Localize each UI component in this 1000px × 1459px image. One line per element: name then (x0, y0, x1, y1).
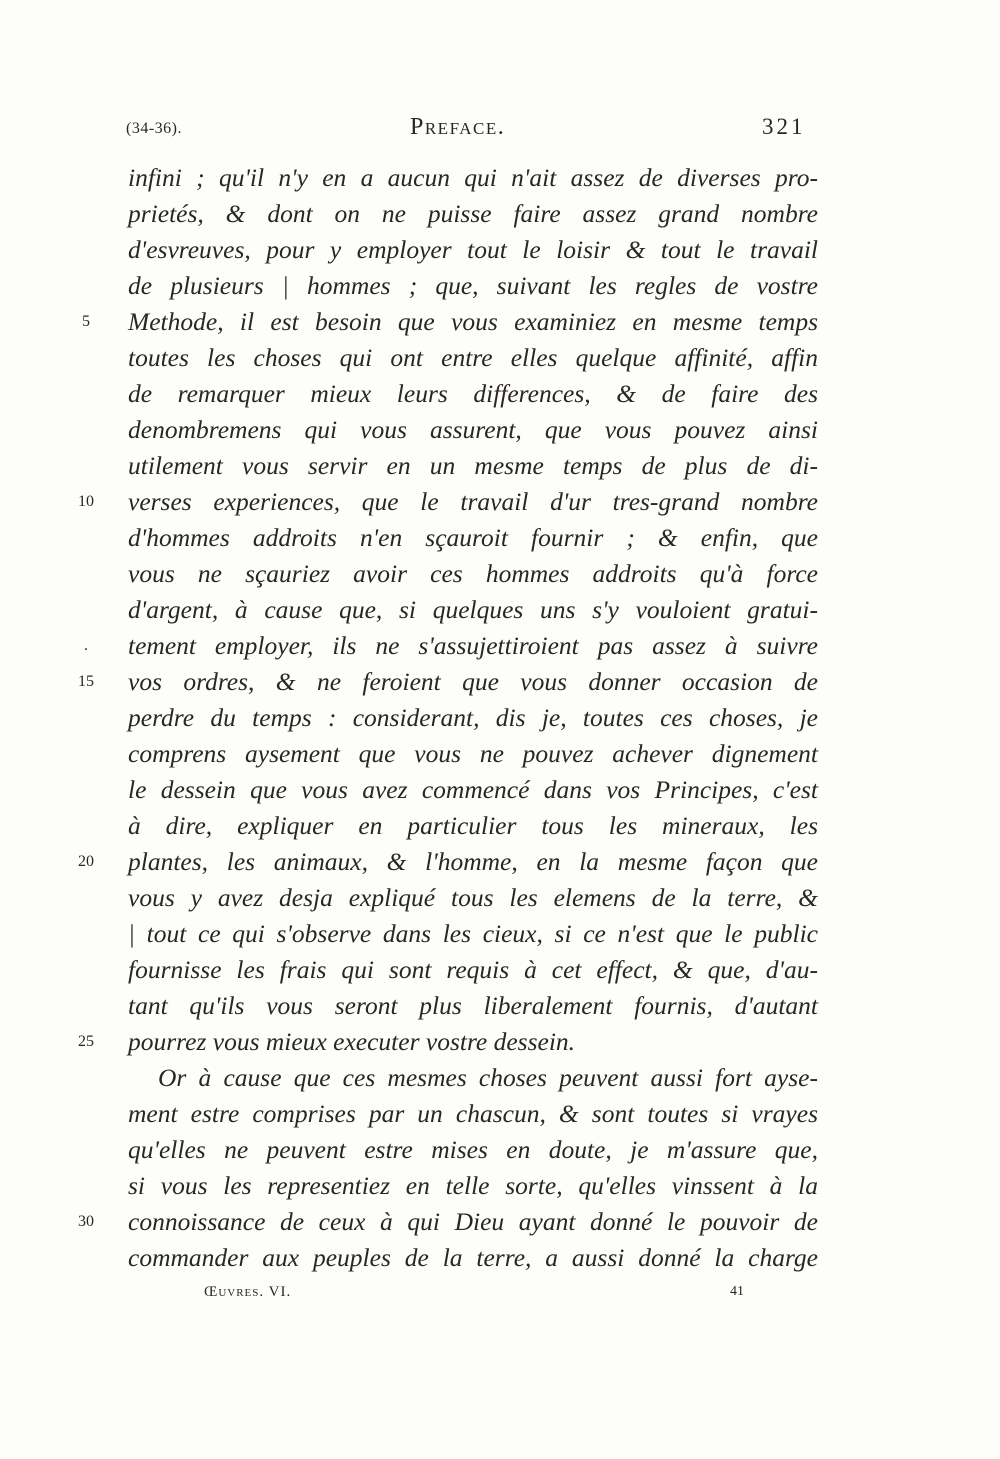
text-line (128, 916, 818, 952)
line-text: infini ; qu'il n'y en a aucun qui n'ait assez de diverses pro- (128, 163, 818, 192)
line-text: verses experiences, que le travail d'ur tres-grand nombre (128, 487, 818, 516)
line-text: d'hommes addroits n'en sçauroit fournir ; & enfin, que (128, 523, 818, 552)
text-line (128, 1132, 818, 1168)
page-header (0, 112, 1000, 148)
text-line (84, 628, 818, 664)
text-line (82, 304, 818, 340)
line-text: tant qu'ils vous seront plus liberalement fournis, d'autant (128, 991, 818, 1020)
line-text: comprens aysement que vous ne pouvez achever dignement (128, 739, 818, 768)
running-title: Preface. (410, 114, 506, 140)
line-number: . (84, 637, 88, 654)
body-text (78, 160, 818, 1276)
line-text: si vous les representiez en telle sorte, qu'elles vinssent à la (128, 1171, 818, 1200)
text-line (128, 376, 818, 412)
text-line (128, 196, 818, 232)
text-line (128, 808, 818, 844)
line-text: pourrez vous mieux executer vostre dessein. (128, 1027, 576, 1056)
text-line (128, 736, 818, 772)
text-line (128, 520, 818, 556)
quire-number: 41 (730, 1284, 744, 1299)
line-text: prietés, & dont on ne puisse faire assez grand nombre (128, 199, 818, 228)
text-line (128, 1060, 818, 1096)
page-footer (0, 1284, 1000, 1314)
line-text: fournisse les frais qui sont requis à cet effect, & que, d'au- (128, 955, 818, 984)
text-line (128, 1168, 818, 1204)
text-line (128, 1240, 818, 1276)
line-text: à dire, expliquer en particulier tous les mineraux, les (128, 811, 818, 840)
text-line (78, 1024, 818, 1060)
line-text: vous y avez desja expliqué tous les elemens de la terre, & (128, 883, 818, 912)
page-number: 321 (762, 114, 806, 139)
line-text: d'argent, à cause que, si quelques uns s'y vouloient gratui- (128, 595, 818, 624)
line-text: Or à cause que ces mesmes choses peuvent aussi fort ayse- (158, 1063, 818, 1092)
line-number: 30 (78, 1213, 94, 1230)
text-line (128, 988, 818, 1024)
volume-signature: Œuvres. VI. (204, 1284, 292, 1300)
line-text: commander aux peuples de la terre, a aussi donné la charge (128, 1243, 818, 1272)
line-text: le dessein que vous avez commencé dans vos Principes, c'est (128, 775, 818, 804)
line-text: tement employer, ils ne s'assujettiroient pas assez à suivre (128, 631, 818, 660)
line-text: qu'elles ne peuvent estre mises en doute, je m'assure que, (128, 1135, 818, 1164)
line-number: 5 (82, 313, 90, 330)
line-text: connoissance de ceux à qui Dieu ayant donné le pouvoir de (128, 1207, 818, 1236)
line-text: utilement vous servir en un mesme temps de plus de di- (128, 451, 818, 480)
text-line (128, 232, 818, 268)
text-line (128, 556, 818, 592)
line-text: vos ordres, & ne feroient que vous donner occasion de (128, 667, 818, 696)
text-line (128, 700, 818, 736)
text-line (78, 484, 818, 520)
text-line (128, 412, 818, 448)
line-text: denombremens qui vous assurent, que vous pouvez ainsi (128, 415, 818, 444)
line-text: vous ne sçauriez avoir ces hommes addroits qu'à force (128, 559, 818, 588)
line-text: Methode, il est besoin que vous examiniez en mesme temps (128, 307, 818, 336)
text-line (128, 880, 818, 916)
text-line (128, 1096, 818, 1132)
line-text: de remarquer mieux leurs differences, & de faire des (128, 379, 818, 408)
line-text: ment estre comprises par un chascun, & sont toutes si vrayes (128, 1099, 818, 1128)
line-text: perdre du temps : considerant, dis je, toutes ces choses, je (128, 703, 818, 732)
text-line (78, 1204, 818, 1240)
line-text: d'esvreuves, pour y employer tout le loisir & tout le travail (128, 235, 818, 264)
text-line (128, 448, 818, 484)
text-line (128, 592, 818, 628)
line-number: 20 (78, 853, 94, 870)
text-line (78, 664, 818, 700)
line-text: | tout ce qui s'observe dans les cieux, si ce n'est que le public (128, 919, 818, 948)
line-text: toutes les choses qui ont entre elles quelque affinité, affin (128, 343, 818, 372)
text-line (128, 952, 818, 988)
line-number: 15 (78, 673, 94, 690)
line-number: 10 (78, 493, 94, 510)
line-text: plantes, les animaux, & l'homme, en la mesme façon que (128, 847, 818, 876)
text-line (128, 160, 818, 196)
text-line (128, 268, 818, 304)
text-line (128, 340, 818, 376)
line-number: 25 (78, 1033, 94, 1050)
line-text: de plusieurs | hommes ; que, suivant les regles de vostre (128, 271, 818, 300)
page-reference: (34-36). (126, 120, 182, 137)
text-line (78, 844, 818, 880)
text-line (128, 772, 818, 808)
